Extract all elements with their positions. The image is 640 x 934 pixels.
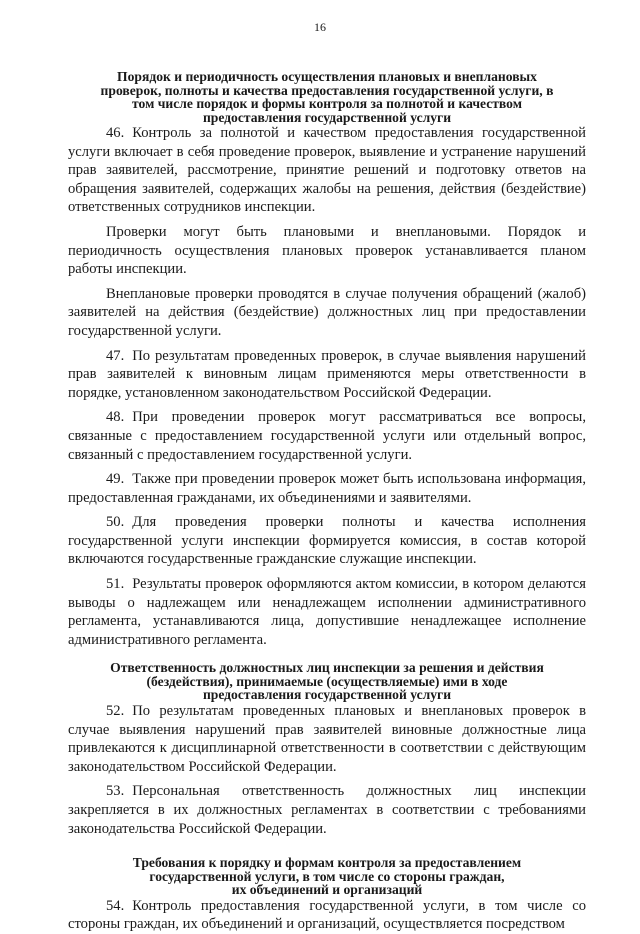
paragraph-text: Также при проведении проверок может быть использована информация, предоставленная гражданами, их объединениями и заявителями.	[68, 471, 586, 506]
section-heading	[68, 661, 586, 702]
section-official-responsibility	[68, 661, 586, 838]
paragraph-number: 50.	[106, 514, 125, 531]
paragraph-number: 48.	[106, 409, 125, 426]
section-heading	[68, 70, 586, 124]
paragraph-48	[68, 408, 586, 464]
paragraph-number: 46.	[106, 125, 125, 141]
heading-line: предоставления государственной услуги	[202, 687, 452, 703]
heading-line: Порядок и периодичность осуществления плановых и внеплановых	[117, 69, 537, 84]
heading-line: Требования к порядку и формам контроля за предоставлением	[132, 855, 522, 871]
paragraph-54	[68, 897, 586, 934]
paragraph-51	[68, 575, 586, 649]
paragraph	[68, 223, 586, 279]
paragraph-text: Внеплановые проверки проводятся в случае получения обращений (жалоб) заявителей на действия (бездействие) должностных лиц при предоставлении государственной услуги.	[68, 285, 586, 339]
document-body	[68, 70, 586, 934]
paragraph-text: По результатам проведенных проверок, в случае выявления нарушений прав заявителей к виновным лицам применяются меры ответственности в порядке, установленном законодательством Российской Федерации.	[68, 347, 586, 401]
paragraph-number: 53.	[106, 783, 125, 800]
paragraph-number: 54.	[106, 897, 125, 914]
paragraph-text: Контроль предоставления государственной услуги, в том числе со стороны граждан, их объединений и организаций, осуществляется посредством	[68, 897, 586, 933]
section-inspection-procedure	[68, 70, 586, 649]
paragraph-text: Персональная ответственность должностных лиц инспекции закрепляется в их должностных регламентах в соответствии с требованиями законодательства Российской Федерации.	[68, 783, 586, 837]
paragraph	[68, 285, 586, 341]
paragraph-50	[68, 513, 586, 569]
heading-line: Ответственность должностных лиц инспекции за решения и действия	[110, 660, 544, 676]
paragraph-47	[68, 347, 586, 403]
paragraph-number: 47.	[106, 347, 125, 364]
paragraph-text: По результатам проведенных плановых и внеплановых проверок в случае выявления нарушений прав заявителей виновные должностные лица привлекаются к дисциплинарной ответственности в соответствии с действующим законодательством Российской Федерации.	[68, 702, 586, 775]
paragraph-text: Проверки могут быть плановыми и внеплановыми. Порядок и периодичность осуществления плановых проверок устанавливается планом работы инспекции.	[68, 223, 586, 278]
section-control-requirements	[68, 856, 586, 934]
section-heading	[68, 856, 586, 897]
heading-line: их объединений и организаций	[231, 882, 423, 898]
heading-line: проверок, полноты и качества предоставления государственной услуги, в	[100, 82, 554, 98]
heading-line: (бездействия), принимаемые (осуществляемые) ими в ходе	[146, 673, 508, 689]
paragraph-53	[68, 782, 586, 838]
paragraph-number: 49.	[106, 471, 125, 488]
paragraph-49	[68, 470, 586, 507]
heading-line: предоставления государственной услуги	[202, 109, 452, 125]
paragraph-text: При проведении проверок могут рассматриваться все вопросы, связанные с предоставлением государственной услуги или отдельный вопрос, связанный с предоставлением государственной услуги.	[68, 409, 586, 463]
paragraph-52	[68, 702, 586, 776]
paragraph-text: Контроль за полнотой и качеством предоставления государственной услуги включает в себя проведение проверок, выявление и устранение нарушений прав заявителей, рассмотрение, принятие решений и подготовку ответов на обращения заявителей, содержащих жалобы на решения, действия (бездействие) ответственных сотрудников инспекции.	[68, 125, 586, 216]
heading-line: том числе порядок и формы контроля за полнотой и качеством	[132, 96, 522, 111]
paragraph-46	[68, 124, 586, 217]
page-number: 16	[314, 20, 326, 34]
paragraph-number: 52.	[106, 702, 125, 719]
paragraph-text: Результаты проверок оформляются актом комиссии, в котором делаются выводы о надлежащем или ненадлежащем исполнении административного регламента, устанавливаются лица, допустившие ненадлежащее исполнение административного регламента.	[68, 576, 586, 648]
heading-line: государственной услуги, в том числе со стороны граждан,	[149, 868, 505, 884]
paragraph-text: Для проведения проверки полноты и качества исполнения государственной услуги инспекции формируется комиссия, в состав которой включаются государственные гражданские служащие инспекции.	[68, 514, 586, 568]
paragraph-number: 51.	[106, 576, 125, 593]
